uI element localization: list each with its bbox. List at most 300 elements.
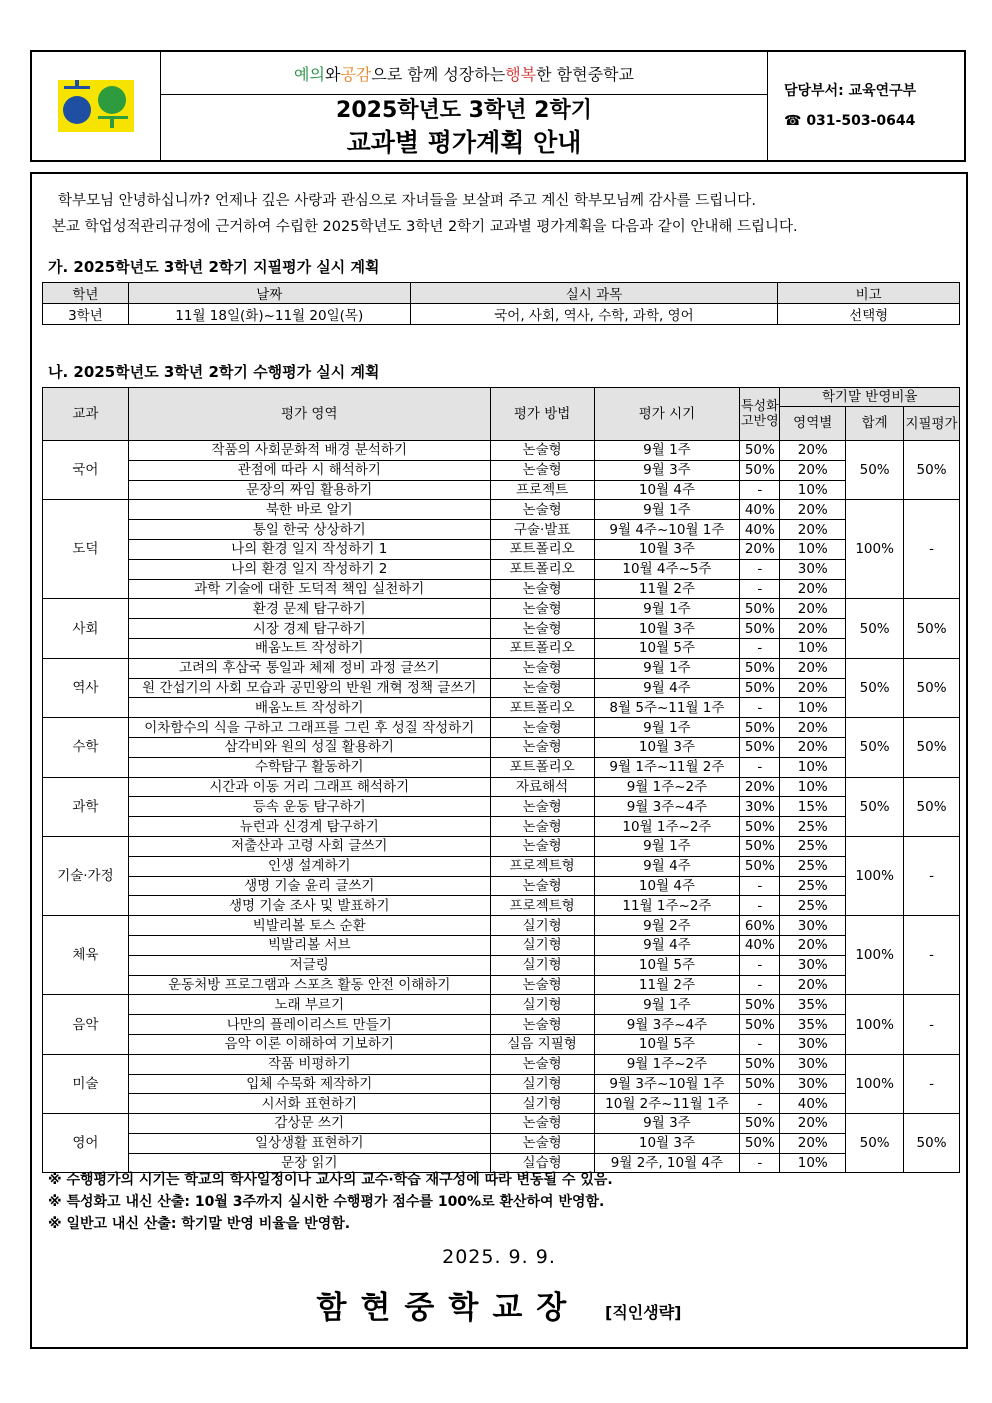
method-cell: 실기형	[490, 1094, 594, 1114]
table-row	[43, 638, 960, 658]
area-cell: 시장 경제 탐구하기	[128, 619, 490, 639]
method-cell: 실기형	[490, 935, 594, 955]
header-center	[161, 52, 768, 160]
period-cell: 9월 4주	[594, 856, 740, 876]
period-cell: 9월 1주	[594, 500, 740, 520]
written-exam-title: 가. 2025학년도 3학년 2학기 지필평가 실시 계획	[48, 258, 380, 276]
special-cell: 50%	[740, 1054, 780, 1074]
intro-text	[52, 188, 952, 240]
total-cell: 50%	[846, 1114, 904, 1173]
period-cell: 9월 1주~2주	[594, 777, 740, 797]
special-cell: 50%	[740, 836, 780, 856]
period-cell: 9월 1주~2주	[594, 1054, 740, 1074]
method-cell: 논술형	[490, 678, 594, 698]
special-cell: -	[740, 1094, 780, 1114]
ratio-cell: 20%	[780, 599, 846, 619]
ratio-cell: 20%	[780, 737, 846, 757]
intro-line: 본교 학업성적관리규정에 근거하여 수립한 2025학년도 3학년 2학기 교과별 평가계획을 다음과 같이 안내해 드립니다.	[52, 219, 798, 235]
school-logo	[32, 52, 161, 160]
area-cell: 운동처방 프로그램과 스포츠 활동 안전 이해하기	[128, 975, 490, 995]
period-cell: 11월 2주	[594, 975, 740, 995]
written-ratio-cell: -	[904, 916, 960, 995]
ratio-cell: 20%	[780, 718, 846, 738]
area-cell: 빅발리볼 서브	[128, 935, 490, 955]
area-cell: 시서화 표현하기	[128, 1094, 490, 1114]
col-header: 학년	[43, 283, 129, 304]
special-cell: -	[740, 1153, 780, 1173]
table-row	[43, 1133, 960, 1153]
table-row	[43, 975, 960, 995]
written-ratio-cell: -	[904, 836, 960, 915]
special-cell: -	[740, 579, 780, 599]
period-cell: 10월 5주	[594, 638, 740, 658]
method-cell: 실기형	[490, 916, 594, 936]
body-box	[30, 172, 968, 1349]
period-cell: 9월 2주	[594, 916, 740, 936]
total-cell: 50%	[846, 718, 904, 777]
period-cell: 9월 4주	[594, 678, 740, 698]
ratio-cell: 20%	[780, 619, 846, 639]
written-ratio-cell: -	[904, 1054, 960, 1113]
period-cell: 10월 1주~2주	[594, 817, 740, 837]
area-cell: 저글링	[128, 955, 490, 975]
subject-cell: 역사	[43, 658, 129, 717]
period-cell: 9월 3주	[594, 1114, 740, 1134]
area-cell: 삼각비와 원의 성질 활용하기	[128, 737, 490, 757]
method-cell: 논술형	[490, 599, 594, 619]
period-cell: 10월 2주~11월 1주	[594, 1094, 740, 1114]
motto-part: 으로 함께 성장하는	[371, 64, 506, 84]
table-row	[43, 995, 960, 1015]
period-cell: 9월 1주	[594, 441, 740, 461]
special-cell: -	[740, 975, 780, 995]
special-cell: 50%	[740, 619, 780, 639]
ratio-cell: 20%	[780, 1133, 846, 1153]
special-cell: 20%	[740, 539, 780, 559]
period-cell: 9월 3주~10월 1주	[594, 1074, 740, 1094]
period-cell: 10월 3주	[594, 1133, 740, 1153]
method-cell: 포트폴리오	[490, 757, 594, 777]
table-row	[43, 304, 960, 325]
table-row	[43, 955, 960, 975]
ratio-cell: 35%	[780, 995, 846, 1015]
note-line: ※ 수행평가의 시기는 학교의 학사일정이나 교사의 교수·학습 재구성에 따라 변동될 수 있음.	[48, 1172, 613, 1188]
special-cell: -	[740, 896, 780, 916]
special-cell: -	[740, 559, 780, 579]
special-cell: -	[740, 876, 780, 896]
special-cell: 50%	[740, 1074, 780, 1094]
table-row	[43, 539, 960, 559]
subject-cell: 기술·가정	[43, 836, 129, 915]
col-header: 평가 영역	[128, 388, 490, 441]
total-cell: 50%	[846, 658, 904, 717]
phone-number: ☎ 031-503-0644	[784, 113, 916, 129]
table-row	[43, 1015, 960, 1035]
area-cell: 등속 운동 탐구하기	[128, 797, 490, 817]
ratio-cell: 20%	[780, 520, 846, 540]
area-cell: 시간과 이동 거리 그래프 해석하기	[128, 777, 490, 797]
subject-cell: 수학	[43, 718, 129, 777]
special-cell: 50%	[740, 737, 780, 757]
table-row	[43, 1074, 960, 1094]
written-ratio-cell: -	[904, 995, 960, 1054]
table-row	[43, 718, 960, 738]
school-motto	[161, 52, 767, 95]
period-cell: 9월 1주~11월 2주	[594, 757, 740, 777]
method-cell: 논술형	[490, 737, 594, 757]
special-cell: 20%	[740, 777, 780, 797]
col-header: 날짜	[128, 283, 410, 304]
written-ratio-cell: 50%	[904, 718, 960, 777]
ratio-cell: 25%	[780, 817, 846, 837]
period-cell: 9월 1주	[594, 718, 740, 738]
table-row	[43, 559, 960, 579]
contact-info	[768, 52, 964, 160]
total-cell: 50%	[846, 441, 904, 500]
ratio-cell: 25%	[780, 896, 846, 916]
special-cell: 50%	[740, 817, 780, 837]
total-cell: 50%	[846, 599, 904, 658]
table-row	[43, 480, 960, 500]
principal-signature	[32, 1282, 966, 1327]
method-cell: 논술형	[490, 1114, 594, 1134]
table-row	[43, 658, 960, 678]
period-cell: 10월 4주	[594, 876, 740, 896]
period-cell: 9월 1주	[594, 995, 740, 1015]
area-cell: 입체 수묵화 제작하기	[128, 1074, 490, 1094]
note-line: ※ 일반고 내신 산출: 학기말 반영 비율을 반영함.	[48, 1216, 351, 1232]
ratio-cell: 20%	[780, 460, 846, 480]
period-cell: 11월 2주	[594, 579, 740, 599]
motto-part: 예의	[294, 64, 325, 84]
method-cell: 프로젝트형	[490, 896, 594, 916]
special-cell: -	[740, 638, 780, 658]
special-cell: -	[740, 955, 780, 975]
area-cell: 생명 기술 조사 및 발표하기	[128, 896, 490, 916]
method-cell: 프로젝트	[490, 480, 594, 500]
ratio-cell: 30%	[780, 1034, 846, 1054]
col-header: 교과	[43, 388, 129, 441]
special-cell: 50%	[740, 1114, 780, 1134]
ratio-cell: 10%	[780, 757, 846, 777]
special-cell: -	[740, 480, 780, 500]
table-row	[43, 520, 960, 540]
special-cell: 50%	[740, 856, 780, 876]
ratio-cell: 20%	[780, 658, 846, 678]
ratio-cell: 30%	[780, 955, 846, 975]
written-ratio-cell: 50%	[904, 441, 960, 500]
special-cell: -	[740, 698, 780, 718]
special-cell: 30%	[740, 797, 780, 817]
ratio-cell: 10%	[780, 480, 846, 500]
area-cell: 일상생활 표현하기	[128, 1133, 490, 1153]
special-cell: 50%	[740, 718, 780, 738]
total-cell: 100%	[846, 995, 904, 1054]
ratio-cell: 25%	[780, 836, 846, 856]
table-row	[43, 896, 960, 916]
area-cell: 감상문 쓰기	[128, 1114, 490, 1134]
area-cell: 뉴런과 신경계 탐구하기	[128, 817, 490, 837]
area-cell: 생명 기술 윤리 글쓰기	[128, 876, 490, 896]
table-row	[43, 441, 960, 461]
table-row	[43, 678, 960, 698]
note-line: ※ 특성화고 내신 산출: 10월 3주까지 실시한 수행평가 점수를 100%로 환산하여 반영함.	[48, 1194, 605, 1210]
subject-cell: 영어	[43, 1114, 129, 1173]
area-cell: 노래 부르기	[128, 995, 490, 1015]
special-cell: 50%	[740, 1015, 780, 1035]
ratio-cell: 15%	[780, 797, 846, 817]
method-cell: 논술형	[490, 658, 594, 678]
table-row	[43, 500, 960, 520]
area-cell: 배움노트 작성하기	[128, 638, 490, 658]
table-row	[43, 817, 960, 837]
period-cell: 9월 2주, 10월 4주	[594, 1153, 740, 1173]
method-cell: 구술·발표	[490, 520, 594, 540]
area-cell: 문장의 짜임 활용하기	[128, 480, 490, 500]
table-row	[43, 836, 960, 856]
special-cell: 50%	[740, 599, 780, 619]
method-cell: 논술형	[490, 460, 594, 480]
method-cell: 논술형	[490, 817, 594, 837]
col-header: 평가 시기	[594, 388, 740, 441]
table-row	[43, 777, 960, 797]
area-cell: 수학탐구 활동하기	[128, 757, 490, 777]
subjects-cell: 국어, 사회, 역사, 수학, 과학, 영어	[410, 304, 778, 325]
ratio-cell: 10%	[780, 638, 846, 658]
ratio-cell: 20%	[780, 935, 846, 955]
table-row	[43, 856, 960, 876]
method-cell: 논술형	[490, 579, 594, 599]
area-cell: 통일 한국 상상하기	[128, 520, 490, 540]
special-cell: 50%	[740, 441, 780, 461]
grade-cell: 3학년	[43, 304, 129, 325]
ratio-cell: 10%	[780, 539, 846, 559]
total-cell: 100%	[846, 916, 904, 995]
subject-cell: 도덕	[43, 500, 129, 599]
ratio-cell: 25%	[780, 876, 846, 896]
special-cell: 50%	[740, 995, 780, 1015]
method-cell: 실기형	[490, 1074, 594, 1094]
written-ratio-cell: -	[904, 500, 960, 599]
col-header: 비고	[778, 283, 960, 304]
motto-part: 공감	[340, 64, 372, 84]
area-cell: 문장 읽기	[128, 1153, 490, 1173]
method-cell: 포트폴리오	[490, 559, 594, 579]
ratio-cell: 10%	[780, 698, 846, 718]
special-cell: 60%	[740, 916, 780, 936]
method-cell: 포트폴리오	[490, 539, 594, 559]
table-row	[43, 916, 960, 936]
col-header: 합계	[846, 407, 904, 441]
special-cell: 40%	[740, 935, 780, 955]
total-cell: 100%	[846, 1054, 904, 1113]
school-logo-icon	[56, 74, 136, 138]
ratio-cell: 20%	[780, 441, 846, 461]
method-cell: 실습형	[490, 1153, 594, 1173]
period-cell: 9월 4주~10월 1주	[594, 520, 740, 540]
area-cell: 빅발리볼 토스 순환	[128, 916, 490, 936]
seal-note: [직인생략]	[605, 1303, 682, 1322]
area-cell: 저출산과 고령 사회 글쓰기	[128, 836, 490, 856]
method-cell: 논술형	[490, 500, 594, 520]
ratio-cell: 35%	[780, 1015, 846, 1035]
subject-cell: 사회	[43, 599, 129, 658]
department-label: 담당부서: 교육연구부	[784, 83, 917, 99]
total-cell: 50%	[846, 777, 904, 836]
method-cell: 논술형	[490, 876, 594, 896]
method-cell: 논술형	[490, 441, 594, 461]
col-header: 실시 과목	[410, 283, 778, 304]
method-cell: 논술형	[490, 1015, 594, 1035]
method-cell: 실기형	[490, 955, 594, 975]
title-line-1: 2025학년도 3학년 2학기	[336, 97, 592, 123]
period-cell: 9월 1주	[594, 658, 740, 678]
table-row	[43, 599, 960, 619]
title-line-2: 교과별 평가계획 안내	[346, 127, 582, 157]
special-cell: -	[740, 1034, 780, 1054]
written-ratio-cell: 50%	[904, 599, 960, 658]
area-cell: 작품의 사회문화적 배경 분석하기	[128, 441, 490, 461]
table-row	[43, 1114, 960, 1134]
table-row	[43, 579, 960, 599]
period-cell: 9월 3주	[594, 460, 740, 480]
method-cell: 포트폴리오	[490, 698, 594, 718]
written-ratio-cell: 50%	[904, 1114, 960, 1173]
ratio-cell: 20%	[780, 1114, 846, 1134]
col-header: 영역별	[780, 407, 846, 441]
method-cell: 자료해석	[490, 777, 594, 797]
method-cell: 논술형	[490, 836, 594, 856]
method-cell: 논술형	[490, 797, 594, 817]
period-cell: 11월 1주~2주	[594, 896, 740, 916]
special-cell: 50%	[740, 658, 780, 678]
period-cell: 9월 4주	[594, 935, 740, 955]
col-header: 특성화고반영	[740, 388, 780, 441]
col-header: 지필평가	[904, 407, 960, 441]
area-cell: 고려의 후삼국 통일과 체제 정비 과정 글쓰기	[128, 658, 490, 678]
table-row	[43, 797, 960, 817]
table-row	[43, 1094, 960, 1114]
area-cell: 나만의 플레이리스트 만들기	[128, 1015, 490, 1035]
ratio-cell: 20%	[780, 678, 846, 698]
period-cell: 10월 3주	[594, 737, 740, 757]
subject-cell: 음악	[43, 995, 129, 1054]
table-row	[43, 876, 960, 896]
area-cell: 나의 환경 일지 작성하기 2	[128, 559, 490, 579]
area-cell: 북한 바로 알기	[128, 500, 490, 520]
subject-cell: 체육	[43, 916, 129, 995]
area-cell: 인생 설계하기	[128, 856, 490, 876]
table-row	[43, 698, 960, 718]
period-cell: 10월 3주	[594, 619, 740, 639]
motto-part: 행복	[505, 64, 537, 84]
period-cell: 10월 5주	[594, 955, 740, 975]
ratio-cell: 30%	[780, 1054, 846, 1074]
period-cell: 9월 1주	[594, 836, 740, 856]
performance-title: 나. 2025학년도 3학년 2학기 수행평가 실시 계획	[48, 363, 380, 381]
period-cell: 8월 5주~11월 1주	[594, 698, 740, 718]
special-cell: 50%	[740, 678, 780, 698]
total-cell: 100%	[846, 500, 904, 599]
subject-cell: 미술	[43, 1054, 129, 1113]
table-row	[43, 757, 960, 777]
period-cell: 10월 3주	[594, 539, 740, 559]
ratio-cell: 30%	[780, 559, 846, 579]
period-cell: 10월 4주	[594, 480, 740, 500]
method-cell: 실기형	[490, 995, 594, 1015]
area-cell: 관점에 따라 시 해석하기	[128, 460, 490, 480]
table-row	[43, 737, 960, 757]
written-ratio-cell: 50%	[904, 777, 960, 836]
period-cell: 10월 5주	[594, 1034, 740, 1054]
area-cell: 과학 기술에 대한 도덕적 책임 실천하기	[128, 579, 490, 599]
written-ratio-cell: 50%	[904, 658, 960, 717]
method-cell: 논술형	[490, 1133, 594, 1153]
motto-part: 한 함현중학교	[536, 64, 634, 84]
ratio-cell: 10%	[780, 777, 846, 797]
area-cell: 이차함수의 식을 구하고 그래프를 그린 후 성질 작성하기	[128, 718, 490, 738]
written-exam-table	[42, 282, 960, 325]
subject-cell: 과학	[43, 777, 129, 836]
method-cell: 논술형	[490, 975, 594, 995]
ratio-cell: 20%	[780, 500, 846, 520]
performance-table	[42, 387, 960, 1173]
area-cell: 원 간섭기의 사회 모습과 공민왕의 반원 개혁 정책 글쓰기	[128, 678, 490, 698]
date-cell: 11월 18일(화)~11월 20일(목)	[128, 304, 410, 325]
period-cell: 9월 3주~4주	[594, 1015, 740, 1035]
period-cell: 9월 3주~4주	[594, 797, 740, 817]
table-row	[43, 619, 960, 639]
issue-date: 2025. 9. 9.	[442, 1246, 556, 1268]
ratio-cell: 30%	[780, 1074, 846, 1094]
ratio-cell: 30%	[780, 916, 846, 936]
header-box	[30, 50, 966, 162]
special-cell: -	[740, 757, 780, 777]
special-cell: 40%	[740, 520, 780, 540]
area-cell: 환경 문제 탐구하기	[128, 599, 490, 619]
col-header: 평가 방법	[490, 388, 594, 441]
area-cell: 나의 환경 일지 작성하기 1	[128, 539, 490, 559]
area-cell: 배움노트 작성하기	[128, 698, 490, 718]
area-cell: 작품 비평하기	[128, 1054, 490, 1074]
method-cell: 논술형	[490, 619, 594, 639]
method-cell: 포트폴리오	[490, 638, 594, 658]
ratio-cell: 10%	[780, 1153, 846, 1173]
area-cell: 음악 이론 이해하여 기보하기	[128, 1034, 490, 1054]
ratio-cell: 20%	[780, 579, 846, 599]
notes	[48, 1169, 613, 1235]
note-cell: 선택형	[778, 304, 960, 325]
principal-name: 함현중학교장	[316, 1290, 581, 1326]
col-header: 학기말 반영비율	[780, 388, 960, 407]
table-row	[43, 1054, 960, 1074]
table-row	[43, 935, 960, 955]
ratio-cell: 20%	[780, 975, 846, 995]
subject-cell: 국어	[43, 441, 129, 500]
period-cell: 10월 4주~5주	[594, 559, 740, 579]
ratio-cell: 25%	[780, 856, 846, 876]
special-cell: 40%	[740, 500, 780, 520]
document-title	[161, 95, 767, 160]
table-row	[43, 460, 960, 480]
table-row	[43, 1034, 960, 1054]
special-cell: 50%	[740, 1133, 780, 1153]
special-cell: 50%	[740, 460, 780, 480]
intro-line: 학부모님 안녕하십니까? 언제나 깊은 사랑과 관심으로 자녀들을 보살펴 주고 계신 학부모님께 감사를 드립니다.	[58, 193, 756, 209]
method-cell: 실음 지필형	[490, 1034, 594, 1054]
ratio-cell: 40%	[780, 1094, 846, 1114]
period-cell: 9월 1주	[594, 599, 740, 619]
